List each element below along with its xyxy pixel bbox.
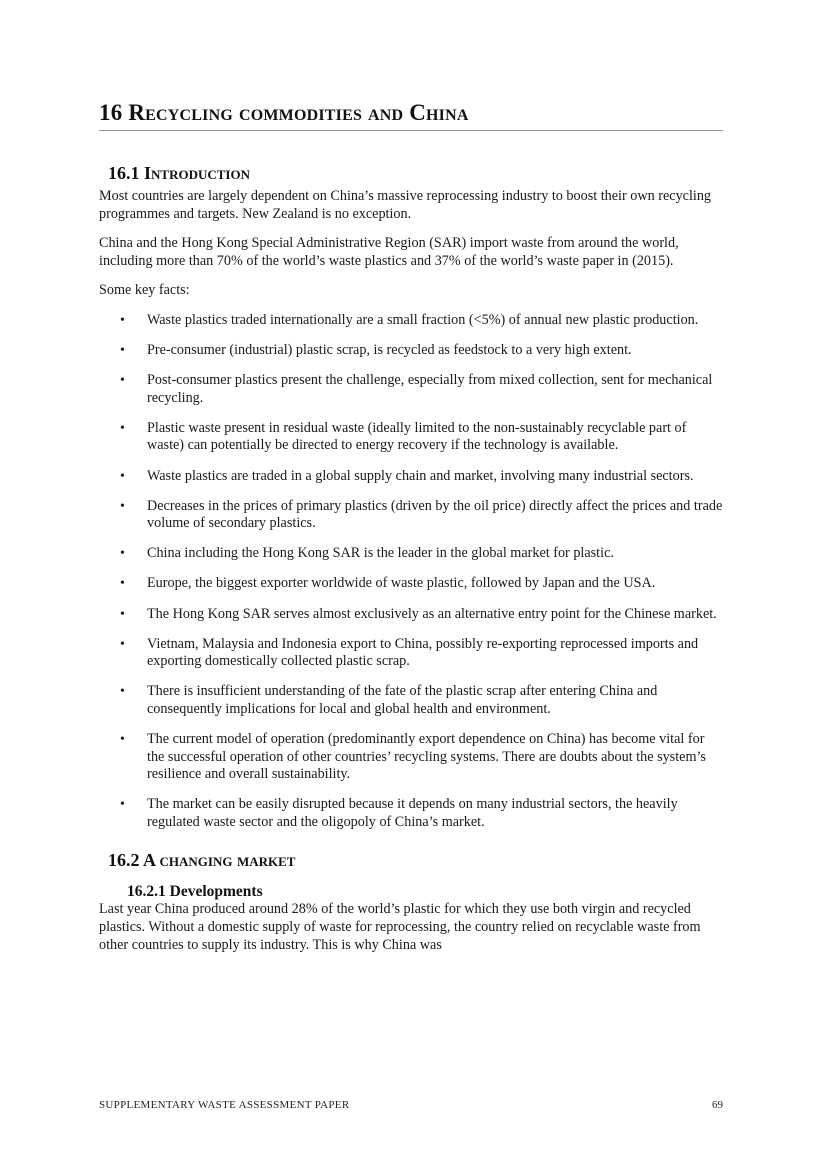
list-item: • Vietnam, Malaysia and Indonesia export to China, possibly re-exporting reprocessed imports and exporting domestically collected plastic scrap. <box>99 636 723 671</box>
section-heading-changing-market: 16.2 A changing market <box>108 850 296 871</box>
list-item: • Europe, the biggest exporter worldwide of waste plastic, followed by Japan and the USA. <box>99 575 723 593</box>
body-content <box>99 163 723 954</box>
intro-paragraph-2: China and the Hong Kong Special Administrative Region (SAR) import waste from around the world, including more than 70% of the world’s waste plastics and 37% of the world’s waste paper in (2015). <box>99 235 679 269</box>
list-item: • The current model of operation (predominantly export dependence on China) has become vital for the successful operation of other countries’ recycling systems. There are doubts about the system’s resilience and overall sustainability. <box>99 731 723 784</box>
intro-paragraph-1: Most countries are largely dependent on China’s massive reprocessing industry to boost their own recycling programmes and targets. New Zealand is no exception. <box>99 188 712 222</box>
footer-document-title: SUPPLEMENTARY WASTE ASSESSMENT PAPER <box>99 1099 350 1111</box>
developments-paragraph: Last year China produced around 28% of the world’s plastic for which they use both virgin and recycled plastics. Without a domestic supply of waste for reprocessing, the country relied on recyclable waste from other countries to supply its industry. This is why China was <box>99 901 701 953</box>
list-item: • The Hong Kong SAR serves almost exclusively as an alternative entry point for the Chinese market. <box>99 606 723 624</box>
list-item: • There is insufficient understanding of the fate of the plastic scrap after entering China and consequently implications for local and global health and environment. <box>99 683 723 718</box>
list-item: • The market can be easily disrupted because it depends on many industrial sectors, the heavily regulated waste sector and the oligopoly of China’s market. <box>99 796 723 831</box>
list-item: • Waste plastics are traded in a global supply chain and market, involving many industrial sectors. <box>99 468 723 486</box>
list-item: • Waste plastics traded internationally are a small fraction (<5%) of annual new plastic production. <box>99 312 723 330</box>
subsection-heading-developments: 16.2.1 Developments <box>127 883 263 901</box>
key-facts-list <box>99 312 723 831</box>
list-item: • Pre-consumer (industrial) plastic scrap, is recycled as feedstock to a very high extent. <box>99 342 723 360</box>
list-item: • Post-consumer plastics present the challenge, especially from mixed collection, sent for mechanical recycling. <box>99 372 723 407</box>
section-heading-introduction: 16.1 Introduction <box>108 163 250 183</box>
footer-page-number: 69 <box>712 1099 723 1111</box>
list-item: • China including the Hong Kong SAR is the leader in the global market for plastic. <box>99 545 723 563</box>
list-item: • Plastic waste present in residual waste (ideally limited to the non-sustainably recyclable part of waste) can potentially be directed to energy recovery if the technology is available. <box>99 420 723 455</box>
key-facts-lead: Some key facts: <box>99 282 190 299</box>
list-item: • Decreases in the prices of primary plastics (driven by the oil price) directly affect the prices and trade volume of secondary plastics. <box>99 498 723 533</box>
chapter-title: 16 Recycling commodities and China <box>99 100 723 131</box>
